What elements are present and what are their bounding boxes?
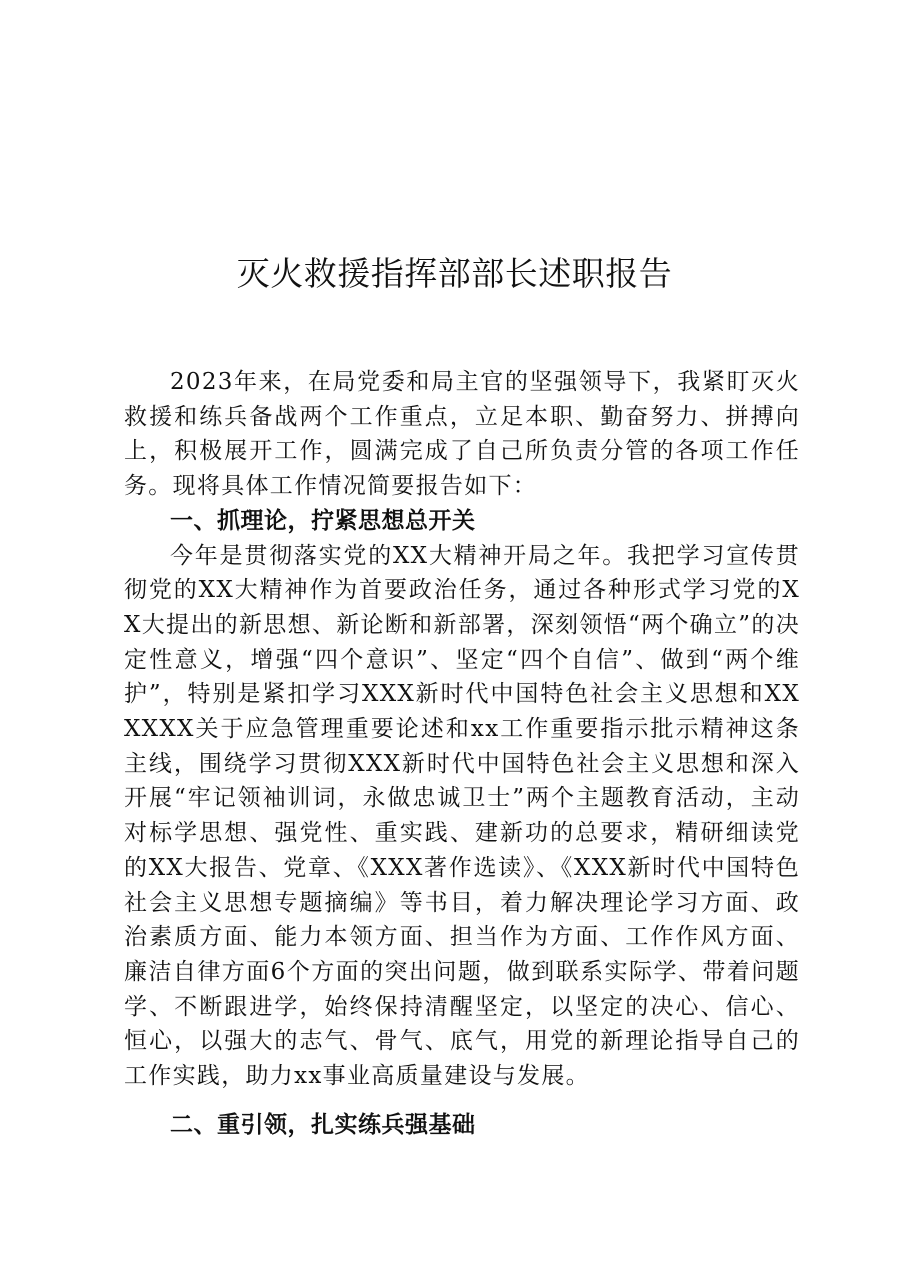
section-1-heading: 一、抓理论，拧紧思想总开关: [170, 507, 476, 534]
section-1-paragraph: 今年是贯彻落实党的XX大精神开局之年。我把学习宣传贯彻党的XX大精神作为首要政治任务，通过各种形式学习党的XX大提出的新思想、新论断和新部署，深刻领悟“两个确立”的决定性意义，增强“四个意识”、坚定“四个自信”、做到“两个维护”，特别是紧扣学习XXX新时代中国特色社会主义思想和XXXXXX关于应急管理重要论述和xx工作重要指示批示精神这条主线，围绕学习贯彻XXX新时代中国特色社会主义思想和深入开展“牢记领袖训词，永做忠诚卫士”两个主题教育活动，主动对标学思想、强党性、重实践、建新功的总要求，精研细读党的XX大报告、党章、《XXX著作选读》、《XXX新时代中国特色社会主义思想专题摘编》等书目，着力解决理论学习方面、政治素质方面、能力本领方面、担当作为方面、工作作风方面、廉洁自律方面6个方面的突出问题，做到联系实际学、带着问题学、不断跟进学，始终保持清醒坚定，以坚定的决心、信心、恒心，以强大的志气、骨气、底气，用党的新理论指导自己的工作实践，助力xx事业高质量建设与发展。: [124, 542, 800, 1090]
intro-paragraph: 2023年来，在局党委和局主官的坚强领导下，我紧盯灭火救援和练兵备战两个工作重点，立足本职、勤奋努力、拼搏向上，积极展开工作，圆满完成了自己所负责分管的各项工作任务。现将具体工作情况简要报告如下：: [124, 369, 800, 500]
document-body: [124, 365, 800, 1142]
section-2-heading: 二、重引领，扎实练兵强基础: [170, 1111, 476, 1138]
document-title: 灭火救援指挥部部长述职报告: [236, 254, 673, 293]
